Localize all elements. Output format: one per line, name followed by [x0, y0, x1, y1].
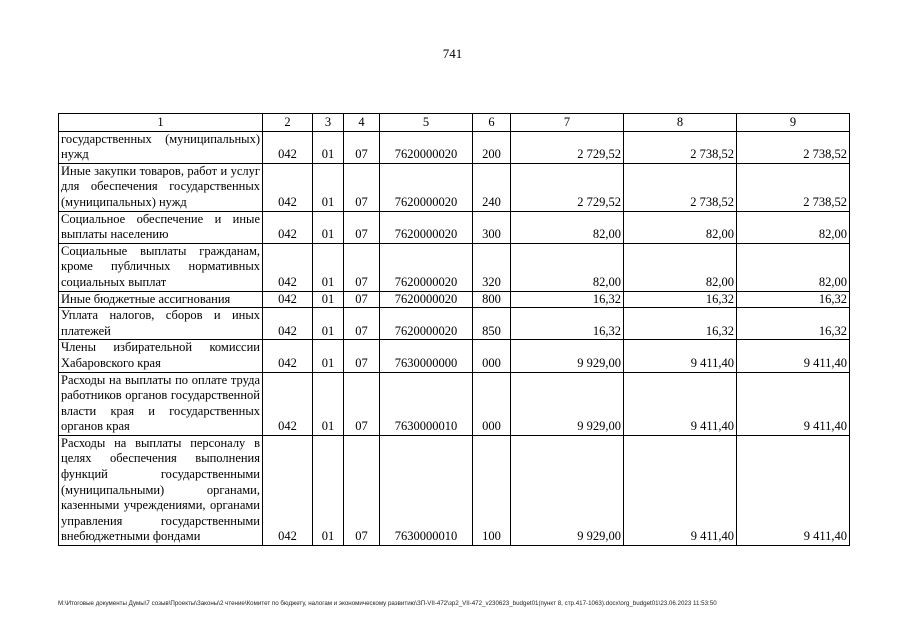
file-path-footer: М:\Итоговые документы Думы\7 созыв\Проекты\Законы\2 чтение\Комитет по бюджету, налогам и экономическому развитию\ЗП-VII-472\зр2_VII-472_v230623_budget01(пункт 8, стр.417-1063).docx\org_budget01\23.06.2023 11:53:50	[58, 600, 717, 607]
table-row	[59, 163, 850, 211]
table-row	[59, 308, 850, 340]
col-5-value: 7630000000	[380, 340, 473, 372]
col-7-value: 82,00	[511, 211, 624, 243]
col-4-value: 07	[344, 291, 380, 308]
col-5-value: 7620000020	[380, 163, 473, 211]
col-6-value: 100	[473, 435, 511, 545]
header-cell: 9	[737, 114, 850, 132]
col-8-value: 16,32	[624, 291, 737, 308]
col-6-value: 300	[473, 211, 511, 243]
col-3-value: 01	[313, 163, 344, 211]
page-number: 741	[442, 46, 463, 61]
col-4-value: 07	[344, 308, 380, 340]
row-name: Иные бюджетные ассигнования	[59, 291, 263, 308]
col-5-value: 7630000010	[380, 372, 473, 435]
col-4-value: 07	[344, 435, 380, 545]
col-5-value: 7630000010	[380, 435, 473, 545]
col-4-value: 07	[344, 163, 380, 211]
col-3-value: 01	[313, 340, 344, 372]
col-8-value: 82,00	[624, 211, 737, 243]
table-row	[59, 372, 850, 435]
header-cell: 4	[344, 114, 380, 132]
col-6-value: 000	[473, 372, 511, 435]
col-2-value: 042	[263, 163, 313, 211]
col-5-value: 7620000020	[380, 131, 473, 163]
col-2-value: 042	[263, 243, 313, 291]
col-6-value: 800	[473, 291, 511, 308]
row-name: Уплата налогов, сборов и иных платежей	[59, 308, 263, 340]
col-9-value: 82,00	[737, 243, 850, 291]
col-8-value: 2 738,52	[624, 131, 737, 163]
col-8-value: 9 411,40	[624, 435, 737, 545]
col-2-value: 042	[263, 435, 313, 545]
col-9-value: 82,00	[737, 211, 850, 243]
header-cell: 5	[380, 114, 473, 132]
row-name: Иные закупки товаров, работ и услуг для обеспечения государственных (муниципальных) нужд	[59, 163, 263, 211]
row-name: Социальные выплаты гражданам, кроме публичных нормативных социальных выплат	[59, 243, 263, 291]
col-2-value: 042	[263, 211, 313, 243]
table-header-row	[59, 114, 850, 132]
table-row	[59, 291, 850, 308]
row-name: Расходы на выплаты персоналу в целях обеспечения выполнения функций государственными (муниципальными) органами, казенными учреждениями, органами управления государственными внебюджетными фондами	[59, 435, 263, 545]
col-9-value: 2 738,52	[737, 163, 850, 211]
col-7-value: 2 729,52	[511, 163, 624, 211]
col-7-value: 82,00	[511, 243, 624, 291]
col-5-value: 7620000020	[380, 211, 473, 243]
table-row	[59, 211, 850, 243]
col-3-value: 01	[313, 308, 344, 340]
col-7-value: 16,32	[511, 308, 624, 340]
col-6-value: 320	[473, 243, 511, 291]
col-7-value: 9 929,00	[511, 435, 624, 545]
col-8-value: 2 738,52	[624, 163, 737, 211]
budget-table	[58, 113, 850, 546]
col-3-value: 01	[313, 243, 344, 291]
col-7-value: 2 729,52	[511, 131, 624, 163]
col-3-value: 01	[313, 211, 344, 243]
table-row	[59, 131, 850, 163]
col-2-value: 042	[263, 291, 313, 308]
table-row	[59, 435, 850, 545]
col-8-value: 9 411,40	[624, 372, 737, 435]
row-name: Члены избирательной комиссии Хабаровского края	[59, 340, 263, 372]
col-2-value: 042	[263, 131, 313, 163]
col-9-value: 16,32	[737, 291, 850, 308]
col-7-value: 16,32	[511, 291, 624, 308]
col-4-value: 07	[344, 243, 380, 291]
col-4-value: 07	[344, 340, 380, 372]
col-5-value: 7620000020	[380, 291, 473, 308]
col-7-value: 9 929,00	[511, 340, 624, 372]
col-4-value: 07	[344, 131, 380, 163]
col-2-value: 042	[263, 308, 313, 340]
col-4-value: 07	[344, 211, 380, 243]
col-9-value: 9 411,40	[737, 372, 850, 435]
header-cell: 2	[263, 114, 313, 132]
col-8-value: 82,00	[624, 243, 737, 291]
header-cell: 7	[511, 114, 624, 132]
row-name: государственных (муниципальных) нужд	[59, 131, 263, 163]
col-9-value: 9 411,40	[737, 435, 850, 545]
table-row	[59, 243, 850, 291]
header-cell: 1	[59, 114, 263, 132]
col-6-value: 000	[473, 340, 511, 372]
col-7-value: 9 929,00	[511, 372, 624, 435]
col-6-value: 200	[473, 131, 511, 163]
row-name: Социальное обеспечение и иные выплаты населению	[59, 211, 263, 243]
col-5-value: 7620000020	[380, 308, 473, 340]
col-2-value: 042	[263, 372, 313, 435]
header-cell: 8	[624, 114, 737, 132]
col-3-value: 01	[313, 291, 344, 308]
col-9-value: 16,32	[737, 308, 850, 340]
col-9-value: 9 411,40	[737, 340, 850, 372]
header-cell: 3	[313, 114, 344, 132]
col-4-value: 07	[344, 372, 380, 435]
col-9-value: 2 738,52	[737, 131, 850, 163]
col-5-value: 7620000020	[380, 243, 473, 291]
col-6-value: 240	[473, 163, 511, 211]
col-3-value: 01	[313, 131, 344, 163]
header-cell: 6	[473, 114, 511, 132]
col-8-value: 9 411,40	[624, 340, 737, 372]
col-3-value: 01	[313, 435, 344, 545]
col-8-value: 16,32	[624, 308, 737, 340]
col-3-value: 01	[313, 372, 344, 435]
table-row	[59, 340, 850, 372]
col-6-value: 850	[473, 308, 511, 340]
row-name: Расходы на выплаты по оплате труда работников органов государственной власти края и государственных органов края	[59, 372, 263, 435]
col-2-value: 042	[263, 340, 313, 372]
